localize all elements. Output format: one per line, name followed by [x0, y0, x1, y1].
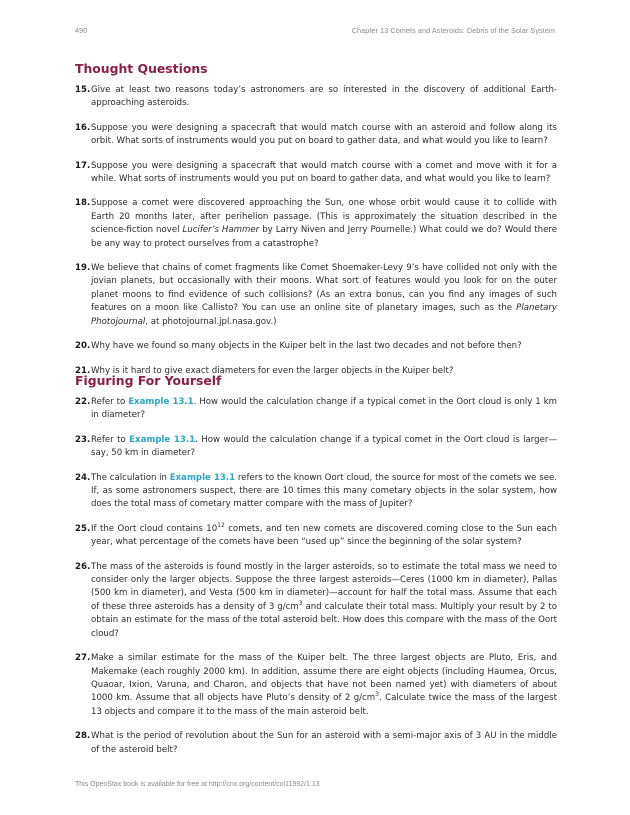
question-text	[91, 262, 557, 329]
question-number: 25.	[75, 523, 91, 534]
example-link[interactable]: Example 13.1	[129, 434, 196, 445]
question-text-part: The calculation in	[91, 472, 170, 483]
question-19	[75, 262, 557, 329]
question-22	[75, 396, 557, 423]
question-28	[75, 730, 557, 757]
question-number: 23.	[75, 434, 91, 445]
question-number: 27.	[75, 653, 91, 664]
question-text-part: The mass of the asteroids is found mostly in the larger asteroids, so to estimate the total mass we need to consider only the larger objects. Suppose the three largest asteroids—Ceres (1000 km in diameter), Pallas (500 km in diameter), and Vesta (500 km in diameter)—account for half the total mass. Assume that each of these three asteroids has a density of 3 g/cm	[91, 561, 557, 612]
question-number: 20.	[75, 341, 91, 352]
question-number: 16.	[75, 122, 91, 133]
question-25	[75, 523, 557, 550]
page-number: 490	[75, 26, 88, 35]
question-text: Suppose you were designing a spacecraft that would match course with a comet and move with it for a while. What sorts of instruments would you put on board to gather data, and what would you like to learn?	[91, 160, 557, 185]
section-title-thought-questions: Thought Questions	[75, 61, 208, 76]
question-text-part: comets, and ten new comets are discovered coming close to the Sun each year, what percentage of the comets have been “used up” since the beginning of the solar system?	[91, 523, 557, 548]
question-number: 21.	[75, 365, 91, 376]
question-text	[91, 396, 557, 423]
question-15	[75, 84, 557, 111]
section-title-figuring-for-yourself: Figuring For Yourself	[75, 373, 222, 388]
question-number: 26.	[75, 561, 91, 572]
question-text	[91, 434, 557, 461]
question-16	[75, 122, 557, 149]
question-26	[75, 561, 557, 641]
question-text-part: Make a similar estimate for the mass of the Kuiper belt. The three largest objects are Pluto, Eris, and Makemake (each roughly 2000 km). In addition, assume there are eight objects (including Haumea, Orcus, Quaoar, Ixion, Varuna, and Charon, and objects that have not been named yet) with diameters of about 1000 km. Assume that all objects have Pluto’s density of 2 g/cm	[91, 653, 557, 704]
figuring-questions-list	[75, 396, 557, 768]
question-text: Why is it hard to give exact diameters for even the larger objects in the Kuiper belt?	[91, 365, 454, 376]
question-number: 17.	[75, 160, 91, 171]
question-text-part: refers to the known Oort cloud, the source for most of the comets we see. If, as some astronomers suspect, there are 10 times this many cometary objects in the solar system, how does the total mass of cometary matter compare with the mass of Jupiter?	[91, 472, 557, 510]
question-number: 18.	[75, 198, 91, 209]
question-text-part: Suppose a comet were discovered approaching the Sun, one whose orbit would cause it to collide with Earth 20 months later, after perihelion passage. (This is approximately the situation described in the science-fiction novel	[91, 198, 557, 236]
question-number: 24.	[75, 472, 91, 483]
exponent: 3	[298, 600, 303, 608]
question-24	[75, 472, 557, 512]
question-number: 28.	[75, 731, 91, 742]
question-text	[91, 472, 557, 512]
exponent: 12	[217, 521, 225, 529]
question-text	[91, 197, 557, 251]
question-text	[91, 561, 557, 641]
question-text: Give at least two reasons today’s astronomers are so interested in the discovery of additional Earth-approaching asteroids.	[91, 85, 557, 109]
question-text-part: Refer to	[91, 397, 129, 407]
exponent: 3	[375, 691, 379, 699]
question-text-part: . How would the calculation change if a typical comet in the Oort cloud is only 1 km in diameter?	[91, 397, 558, 421]
question-text-part: . Calculate twice the mass of the largest 13 objects and compare it to the mass of the main asteroid belt.	[91, 693, 557, 717]
question-text-part: Refer to	[91, 434, 130, 445]
footer-note: This OpenStax book is available for free at http://cnx.org/content/col11992/1.13	[75, 781, 320, 788]
question-text	[91, 523, 557, 550]
question-text-part: and calculate their total mass. Multiply your result by 2 to obtain an estimate for the mass of the total asteroid belt. How does this compare with the mass of the Oort cloud?	[91, 601, 557, 639]
question-27	[75, 652, 557, 719]
question-text-part: , at photojournal.jpl.nasa.gov.)	[145, 316, 277, 327]
question-text: Why have we found so many objects in the Kuiper belt in the last two decades and not before then?	[91, 341, 522, 352]
question-17	[75, 160, 557, 187]
question-text-part: . How would the calculation change if a typical comet in the Oort cloud is larger—say, 50 km in diameter?	[91, 434, 557, 459]
question-20	[75, 340, 557, 353]
question-23	[75, 434, 557, 461]
question-number: 19.	[75, 263, 91, 274]
question-text: Suppose you were designing a spacecraft that would match course with an asteroid and follow along its orbit. What sorts of instruments would you put on board to gather data, and what would you like to learn?	[91, 122, 557, 147]
question-number: 22.	[75, 397, 91, 407]
book-title: Lucifer’s Hammer	[182, 225, 260, 236]
chapter-title: Chapter 13 Comets and Asteroids: Debris of the Solar System	[351, 26, 555, 35]
example-link[interactable]: Example 13.1	[169, 472, 236, 483]
thought-questions-list	[75, 84, 557, 389]
question-18	[75, 197, 557, 251]
question-text: What is the period of revolution about the Sun for an asteroid with a semi-major axis of 3 AU in the middle of the asteroid belt?	[91, 731, 557, 755]
question-text	[91, 652, 557, 719]
question-text-part: by Larry Niven and Jerry Pournelle.) What could we do? Would there be any way to protect ourselves from a catastrophe?	[91, 225, 558, 249]
question-text-part: We believe that chains of comet fragments like Comet Shoemaker-Levy 9’s have collided not only with the jovian planets, but occasionally with their moons. What sort of features would you look for on the outer planet moons to find evidence of such collisions? (As an extra bonus, can you find any images of such features on a moon like Callisto? You can use an online site of planetary images, such as the	[91, 263, 557, 314]
question-number: 15.	[75, 85, 91, 95]
example-link[interactable]: Example 13.1	[128, 397, 194, 407]
question-text-part: If the Oort cloud contains 10	[91, 523, 218, 534]
site-title: Planetary Photojournal	[91, 303, 557, 327]
